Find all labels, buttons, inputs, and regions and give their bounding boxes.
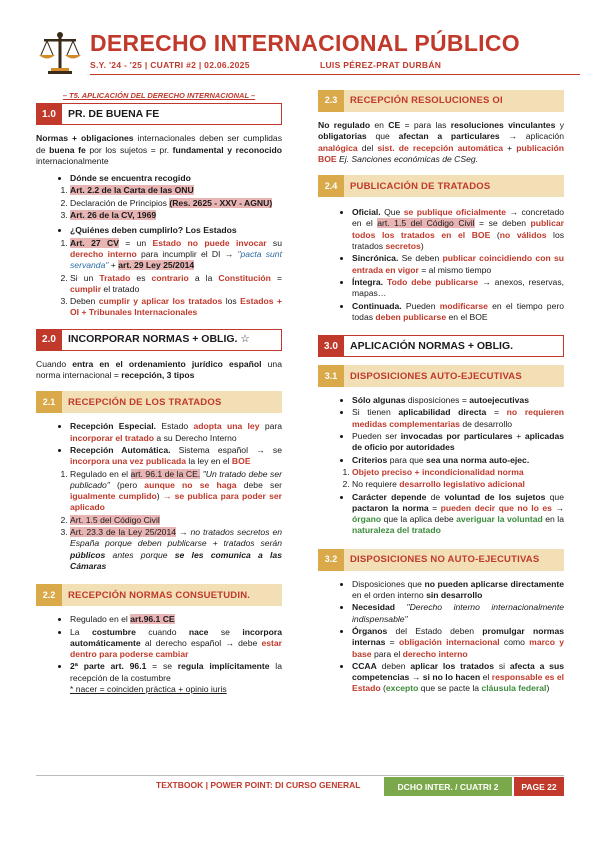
subsection-title: PUBLICACIÓN DE TRATADOS <box>344 175 564 197</box>
list-item: • Recepción Automática. Sistema español → se incorpora una vez publicada la ley en el BOE <box>70 445 282 468</box>
section-3-header <box>318 335 564 357</box>
course-info: S.Y. '24 - '25 | CUATRI #2 | 02.06.2025 <box>90 60 250 70</box>
list-item: 3. Deben cumplir y aplicar los tratados los Estados + OI + Tribunales Internacionales <box>70 296 282 319</box>
subsection-3-2-header <box>318 549 564 571</box>
list-item: 1. Art. 27 CV = un Estado no puede invocar su derecho interno para incumplir el DI → "pacta sunt servanda" + art. 29 Ley 25/2014 <box>70 238 282 272</box>
list <box>318 395 564 466</box>
list <box>318 492 564 537</box>
subsection-number: 3.2 <box>318 549 344 571</box>
footer-divider <box>36 775 564 776</box>
list-item: 3. Art. 26 de la CV, 1969 <box>70 210 282 221</box>
list-item: 2. No requiere desarrollo legislativo adicional <box>352 479 564 490</box>
subsection-number: 2.4 <box>318 175 344 197</box>
list <box>36 614 282 695</box>
subsection-2-1-header <box>36 391 282 413</box>
subsection-number: 2.2 <box>36 584 62 606</box>
list-item: • Sincrónica. Se deben publicar coincidiendo con su entrada en vigor = al mismo tiempo <box>352 253 564 276</box>
subsection-2-3-header <box>318 90 564 112</box>
scales-of-justice-icon <box>36 30 84 76</box>
list <box>318 579 564 695</box>
section-number: 2.0 <box>36 329 62 351</box>
list <box>36 421 282 467</box>
list <box>318 467 564 491</box>
list-item: • CCAA deben aplicar los tratados si afecta a sus competencias → si no lo hacen el responsable es el Estado (excepto que se pacte la cláusula federal) <box>352 661 564 695</box>
list-item: • Si tienen aplicabilidad directa = no requieren medidas complementarias de desarrollo <box>352 407 564 430</box>
footer-sources: TEXTBOOK | POWER POINT: DI CURSO GENERAL <box>156 780 361 790</box>
subsection-title: RECEPCIÓN NORMAS CONSUETUDIN. <box>62 584 282 606</box>
list <box>318 207 564 323</box>
section-number: 1.0 <box>36 103 62 125</box>
subsection-number: 2.3 <box>318 90 344 112</box>
page-number: PAGE 22 <box>514 777 564 796</box>
list-item: 1. Regulado en el art. 96.1 de la CE. "Un tratado debe ser publicado" (pero aunque no se haga debe ser igualmente cumplido) → se publica para poder ser aplicado <box>70 469 282 514</box>
subsection-2-2-header <box>36 584 282 606</box>
footer-course-badge: DCHO INTER. / CUATRI 2 <box>384 777 512 796</box>
list-item: • Disposiciones que no pueden aplicarse directamente en el orden interno sin desarrollo <box>352 579 564 602</box>
list-item: • Necesidad "Derecho interno internacionalmente indispensable" <box>352 602 564 625</box>
page-header <box>36 28 576 88</box>
list-item: 1. Art. 2.2 de la Carta de las ONU <box>70 185 282 196</box>
list-item: • Carácter depende de voluntad de los sujetos que pactaron la norma = pueden decir que no lo es → órgano que la aplica debe averiguar la voluntad en la naturaleza del tratado <box>352 492 564 537</box>
list <box>36 173 282 184</box>
list-item: • Continuada. Pueden modificarse en el tiempo pero todas deben publicarse en el BOE <box>352 301 564 324</box>
paragraph: Cuando entra en el ordenamiento jurídico español una norma internacional = recepción, 3 tipos <box>36 358 282 381</box>
section-1-header <box>36 103 282 125</box>
list-item: 1. Objeto preciso + incondicionalidad norma <box>352 467 564 478</box>
list-item: 2. Si un Tratado es contrario a la Constitución = cumplir el tratado <box>70 273 282 296</box>
list <box>36 238 282 319</box>
list-item: 2. Declaración de Principios (Res. 2625 - XXV - AGNU) <box>70 198 282 209</box>
list-item: • Oficial. Que se publique oficialmente → concretado en el art. 1.5 del Código Civil = se deben publicar todos los tratados en el BOE (no válidos los tratados secretos) <box>352 207 564 252</box>
subsection-number: 3.1 <box>318 365 344 387</box>
document-title: DERECHO INTERNACIONAL PÚBLICO <box>90 30 520 56</box>
list-item: • 2ª parte art. 96.1 = se regula implícitamente la recepción de la costumbre * nacer = coinciden práctica + opinio iuris <box>70 661 282 695</box>
subsection-title: DISPOSICIONES AUTO-EJECUTIVAS <box>344 365 564 387</box>
topic-subtitle: – T5. APLICACIÓN DEL DERECHO INTERNACIONAL – <box>62 91 256 100</box>
page-footer <box>36 775 564 797</box>
subsection-title: DISPOSICIONES NO AUTO-EJECUTIVAS <box>344 549 564 571</box>
list-item: • Regulado en el art.96.1 CE <box>70 614 282 625</box>
list-item: • ¿Quiénes deben cumplirlo? Los Estados <box>70 225 282 236</box>
list <box>36 225 282 236</box>
section-title: PR. DE BUENA FE <box>62 103 282 125</box>
list-item: 3. Art. 23.3 de la Ley 25/2014 → no tratados secretos en España porque deben publicarse + tratados serán públicos antes porque se les comunica a las Cámaras <box>70 527 282 572</box>
paragraph: No regulado en CE = para las resoluciones vinculantes y obligatorias que afectan a particulares → aplicación analógica del sist. de recepción automática + publicación BOE Ej. Sanciones económicas de CSeg. <box>318 120 564 164</box>
professor-name: LUIS PÉREZ-PRAT DURBÁN <box>320 60 442 70</box>
subsection-3-1-header <box>318 365 564 387</box>
list-item: • Íntegra. Todo debe publicarse → anexos, reservas, mapas… <box>352 277 564 300</box>
right-column <box>318 90 564 699</box>
subsection-title: RECEPCIÓN DE LOS TRATADOS <box>62 391 282 413</box>
list-item: • Criterios para que sea una norma auto-ejec. <box>352 455 564 466</box>
subsection-title: RECEPCIÓN RESOLUCIONES OI <box>344 90 564 112</box>
section-title: APLICACIÓN NORMAS + OBLIG. <box>344 335 564 357</box>
paragraph: Normas + obligaciones internacionales deben ser cumplidas de buena fe por los sujetos = pr. fundamental y reconocido internacionalmente <box>36 133 282 166</box>
list <box>36 469 282 573</box>
list-item: • Dónde se encuentra recogido <box>70 173 282 184</box>
list-item: 2. Art. 1.5 del Código Civil <box>70 515 282 526</box>
section-title: INCORPORAR NORMAS + OBLIG. ☆ <box>62 329 282 351</box>
header-divider <box>90 74 580 75</box>
section-number: 3.0 <box>318 335 344 357</box>
subsection-number: 2.1 <box>36 391 62 413</box>
list-item: • Pueden ser invocadas por particulares + aplicadas de oficio por autoridades <box>352 431 564 454</box>
subsection-2-4-header <box>318 175 564 197</box>
section-2-header <box>36 329 282 351</box>
list <box>36 185 282 221</box>
list-item: • Sólo algunas disposiciones = autoejecutivas <box>352 395 564 406</box>
list-item: • La costumbre cuando nace se incorpora automáticamente al derecho español → debe estar dentro para poderse cambiar <box>70 627 282 661</box>
list-item: • Recepción Especial. Estado adopta una ley para incorporar el tratado a su Derecho Interno <box>70 421 282 444</box>
left-column <box>36 90 282 699</box>
list-item: • Órganos del Estado deben promulgar normas internas = obligación internacional como marco y base para el derecho interno <box>352 626 564 660</box>
